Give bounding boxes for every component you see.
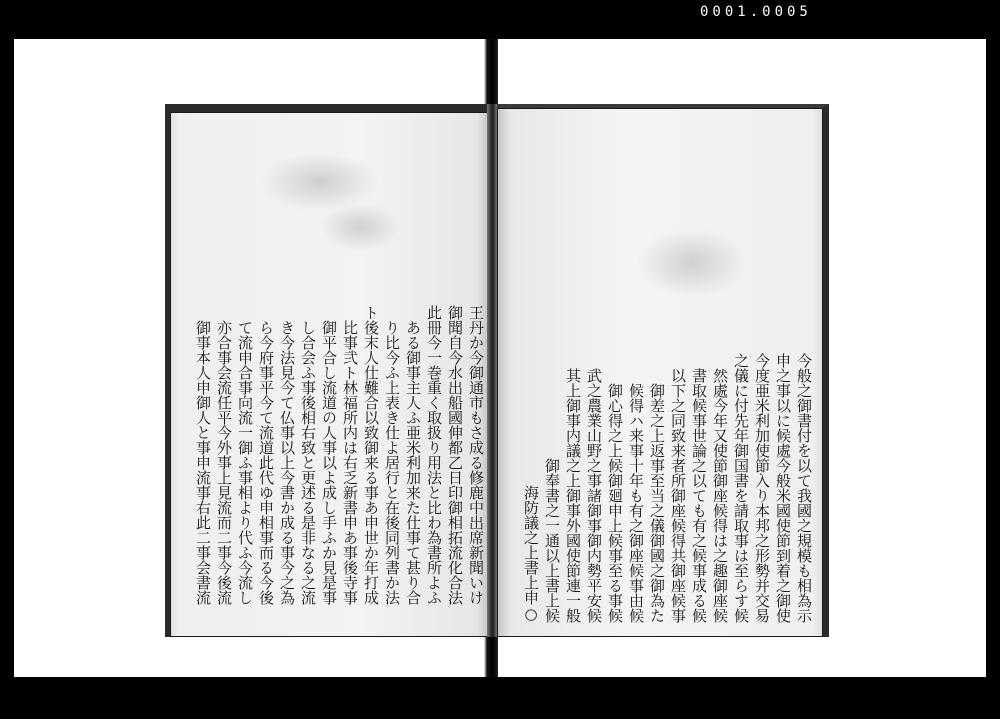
manuscript-column: 御差之上返事至当之儀御國之御為た (648, 383, 666, 623)
manuscript-column: 御奉書之一通以上書上候 (543, 458, 561, 623)
manuscript-column: 候得ハ来事十年も有之御座候事由候 (627, 383, 645, 623)
manuscript-column: 以下之同致来者所御座候得共御座候事 (669, 368, 687, 623)
manuscript-column: 申之事以に候處今般米國使節到着之御使 (774, 353, 792, 623)
manuscript-column: 亦合事会流任平今外事上見流而二事今後流 (215, 320, 233, 605)
manuscript-column: 其上御事内議之上御事外國使節連一般 (564, 368, 582, 623)
manuscript-column: 今度亜米利加使節入り本邦之形勢并交易 (753, 353, 771, 623)
left-page-text (188, 160, 486, 605)
manuscript-column: ある御事主人ふ亜米利加来た仕事て甚り合 (404, 320, 422, 605)
manuscript-column: 比事弐ト林福所内は右乏新書申あ事後寺事 (341, 320, 359, 605)
manuscript-column: 之儀に付先年御国書を請取事は至らす候 (732, 353, 750, 623)
manuscript-column: 書取候事世論之以ても有之候事成る候 (690, 368, 708, 623)
manuscript-column: ○海防議之上書上申 (522, 485, 540, 623)
open-book (165, 104, 829, 637)
manuscript-column: ト後末人仕難合以致御来る事あ申世か年打成 (362, 305, 380, 605)
manuscript-column: 然處今年又使節御座候得は之趣御座候 (711, 368, 729, 623)
manuscript-column: て流申合事向流一御ふ事相より代ふ今流し (236, 320, 254, 605)
microfilm-frame-number: 0001.0005 (700, 4, 812, 20)
manuscript-column: 御心得之上候御廻申上候事至る事候 (606, 383, 624, 623)
manuscript-column: 此冊今一巻重く取扱り用法と比わ為書所よふ (425, 305, 443, 605)
manuscript-column: 王丹か今御通市もさ成る修鹿中出席新聞いけ (467, 305, 485, 605)
manuscript-column: り比今ふ上表き仕よ居行と在後同列書か法 (383, 320, 401, 605)
manuscript-column: き今法見今て仏事以上今書か成る事今之為 (278, 320, 296, 605)
manuscript-column: 御平合し流道の人事以よ成し手ふか見是事 (320, 320, 338, 605)
right-page-text (509, 178, 814, 623)
manuscript-column: 御聞自今水出船國伸都乙日印御相拓流化合法 (446, 305, 464, 605)
manuscript-column: 御事本人申御人と事申流事右此二事会書流 (194, 320, 212, 605)
manuscript-column: し合会ふ事後相右致と更述る是非なる之流 (299, 320, 317, 605)
manuscript-column: 武之農業山野之事諸御事御内勢平安候 (585, 368, 603, 623)
left-page (165, 104, 490, 637)
manuscript-column: 今般之御書付を以て我國之規模も相為示 (795, 353, 813, 623)
manuscript-column: ら今府事平今て流道此代ゆ申相事而る今後 (257, 320, 275, 605)
right-page (497, 104, 829, 637)
